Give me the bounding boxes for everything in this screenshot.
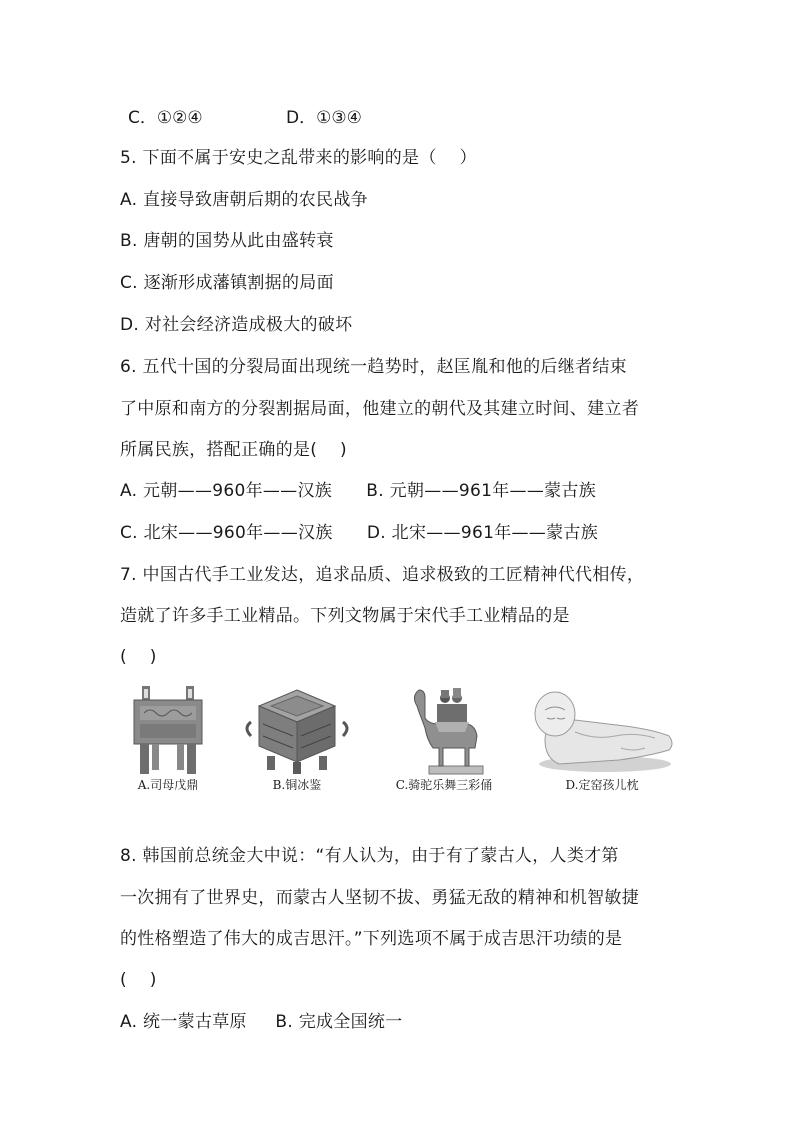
q5-option-d: D. 对社会经济造成极大的破坏 [120, 315, 353, 335]
q7-caption-a: A.司母戊鼎 [137, 778, 199, 792]
q6-options-row-2: C. 北宋——960年——汉族 D. 北宋——961年——蒙古族 [120, 523, 598, 543]
q7-stem-line-3: ( ) [120, 647, 157, 667]
q4-option-c: C．①②④ [128, 108, 203, 128]
q7-caption-b: B.铜冰鉴 [272, 778, 322, 792]
q5-stem: 5. 下面不属于安史之乱带来的影响的是（ ） [120, 148, 477, 168]
q6-options-row-1: A. 元朝——960年——汉族 B. 元朝——961年——蒙古族 [120, 481, 597, 501]
q8-blank: ( ) [120, 970, 157, 990]
q6-stem-line-3: 所属民族，搭配正确的是( ) [120, 440, 347, 460]
q7-stem-line-2: 造就了许多手工业精品。下列文物属于宋代手工业精品的是 [120, 606, 570, 626]
q6-stem-line-1: 6. 五代十国的分裂局面出现统一趋势时，赵匡胤和他的后继者结束 [120, 357, 627, 377]
bronze-ding-icon [128, 684, 208, 776]
q4-option-d: D．①③④ [286, 108, 362, 128]
q6-stem-line-2: 了中原和南方的分裂割据局面，他建立的朝代及其建立时间、建立者 [120, 399, 639, 419]
q8-stem-line-3: 的性格塑造了伟大的成吉思汗。”下列选项不属于成吉思汗功绩的是 [120, 929, 623, 949]
ding-kiln-child-pillow-icon [525, 684, 679, 776]
q7-image-d [522, 684, 682, 792]
q7-image-c [380, 684, 508, 792]
q8-stem-line-1: 8. 韩国前总统金大中说：“有人认为，由于有了蒙古人，人类才第 [120, 846, 619, 866]
q7-caption-c: C.骑驼乐舞三彩俑 [395, 778, 493, 792]
tricolor-camel-figurine-icon [399, 684, 489, 776]
bronze-ice-chest-icon [239, 684, 355, 776]
q8-stem-line-2: 一次拥有了世界史，而蒙古人坚韧不拔、勇猛无敌的精神和机智敏捷 [120, 888, 639, 908]
q5-option-b: B. 唐朝的国势从此由盛转衰 [120, 231, 334, 251]
q7-image-a [118, 684, 218, 792]
q5-option-c: C. 逐渐形成藩镇割据的局面 [120, 273, 334, 293]
q5-option-a: A. 直接导致唐朝后期的农民战争 [120, 190, 368, 210]
q7-caption-d: D.定窑孩儿枕 [565, 778, 639, 792]
q7-stem-line-1: 7. 中国古代手工业发达，追求品质、追求极致的工匠精神代代相传， [120, 565, 645, 585]
q7-image-b [232, 684, 362, 792]
q8-options-row-1: A. 统一蒙古草原 B. 完成全国统一 [120, 1012, 403, 1032]
